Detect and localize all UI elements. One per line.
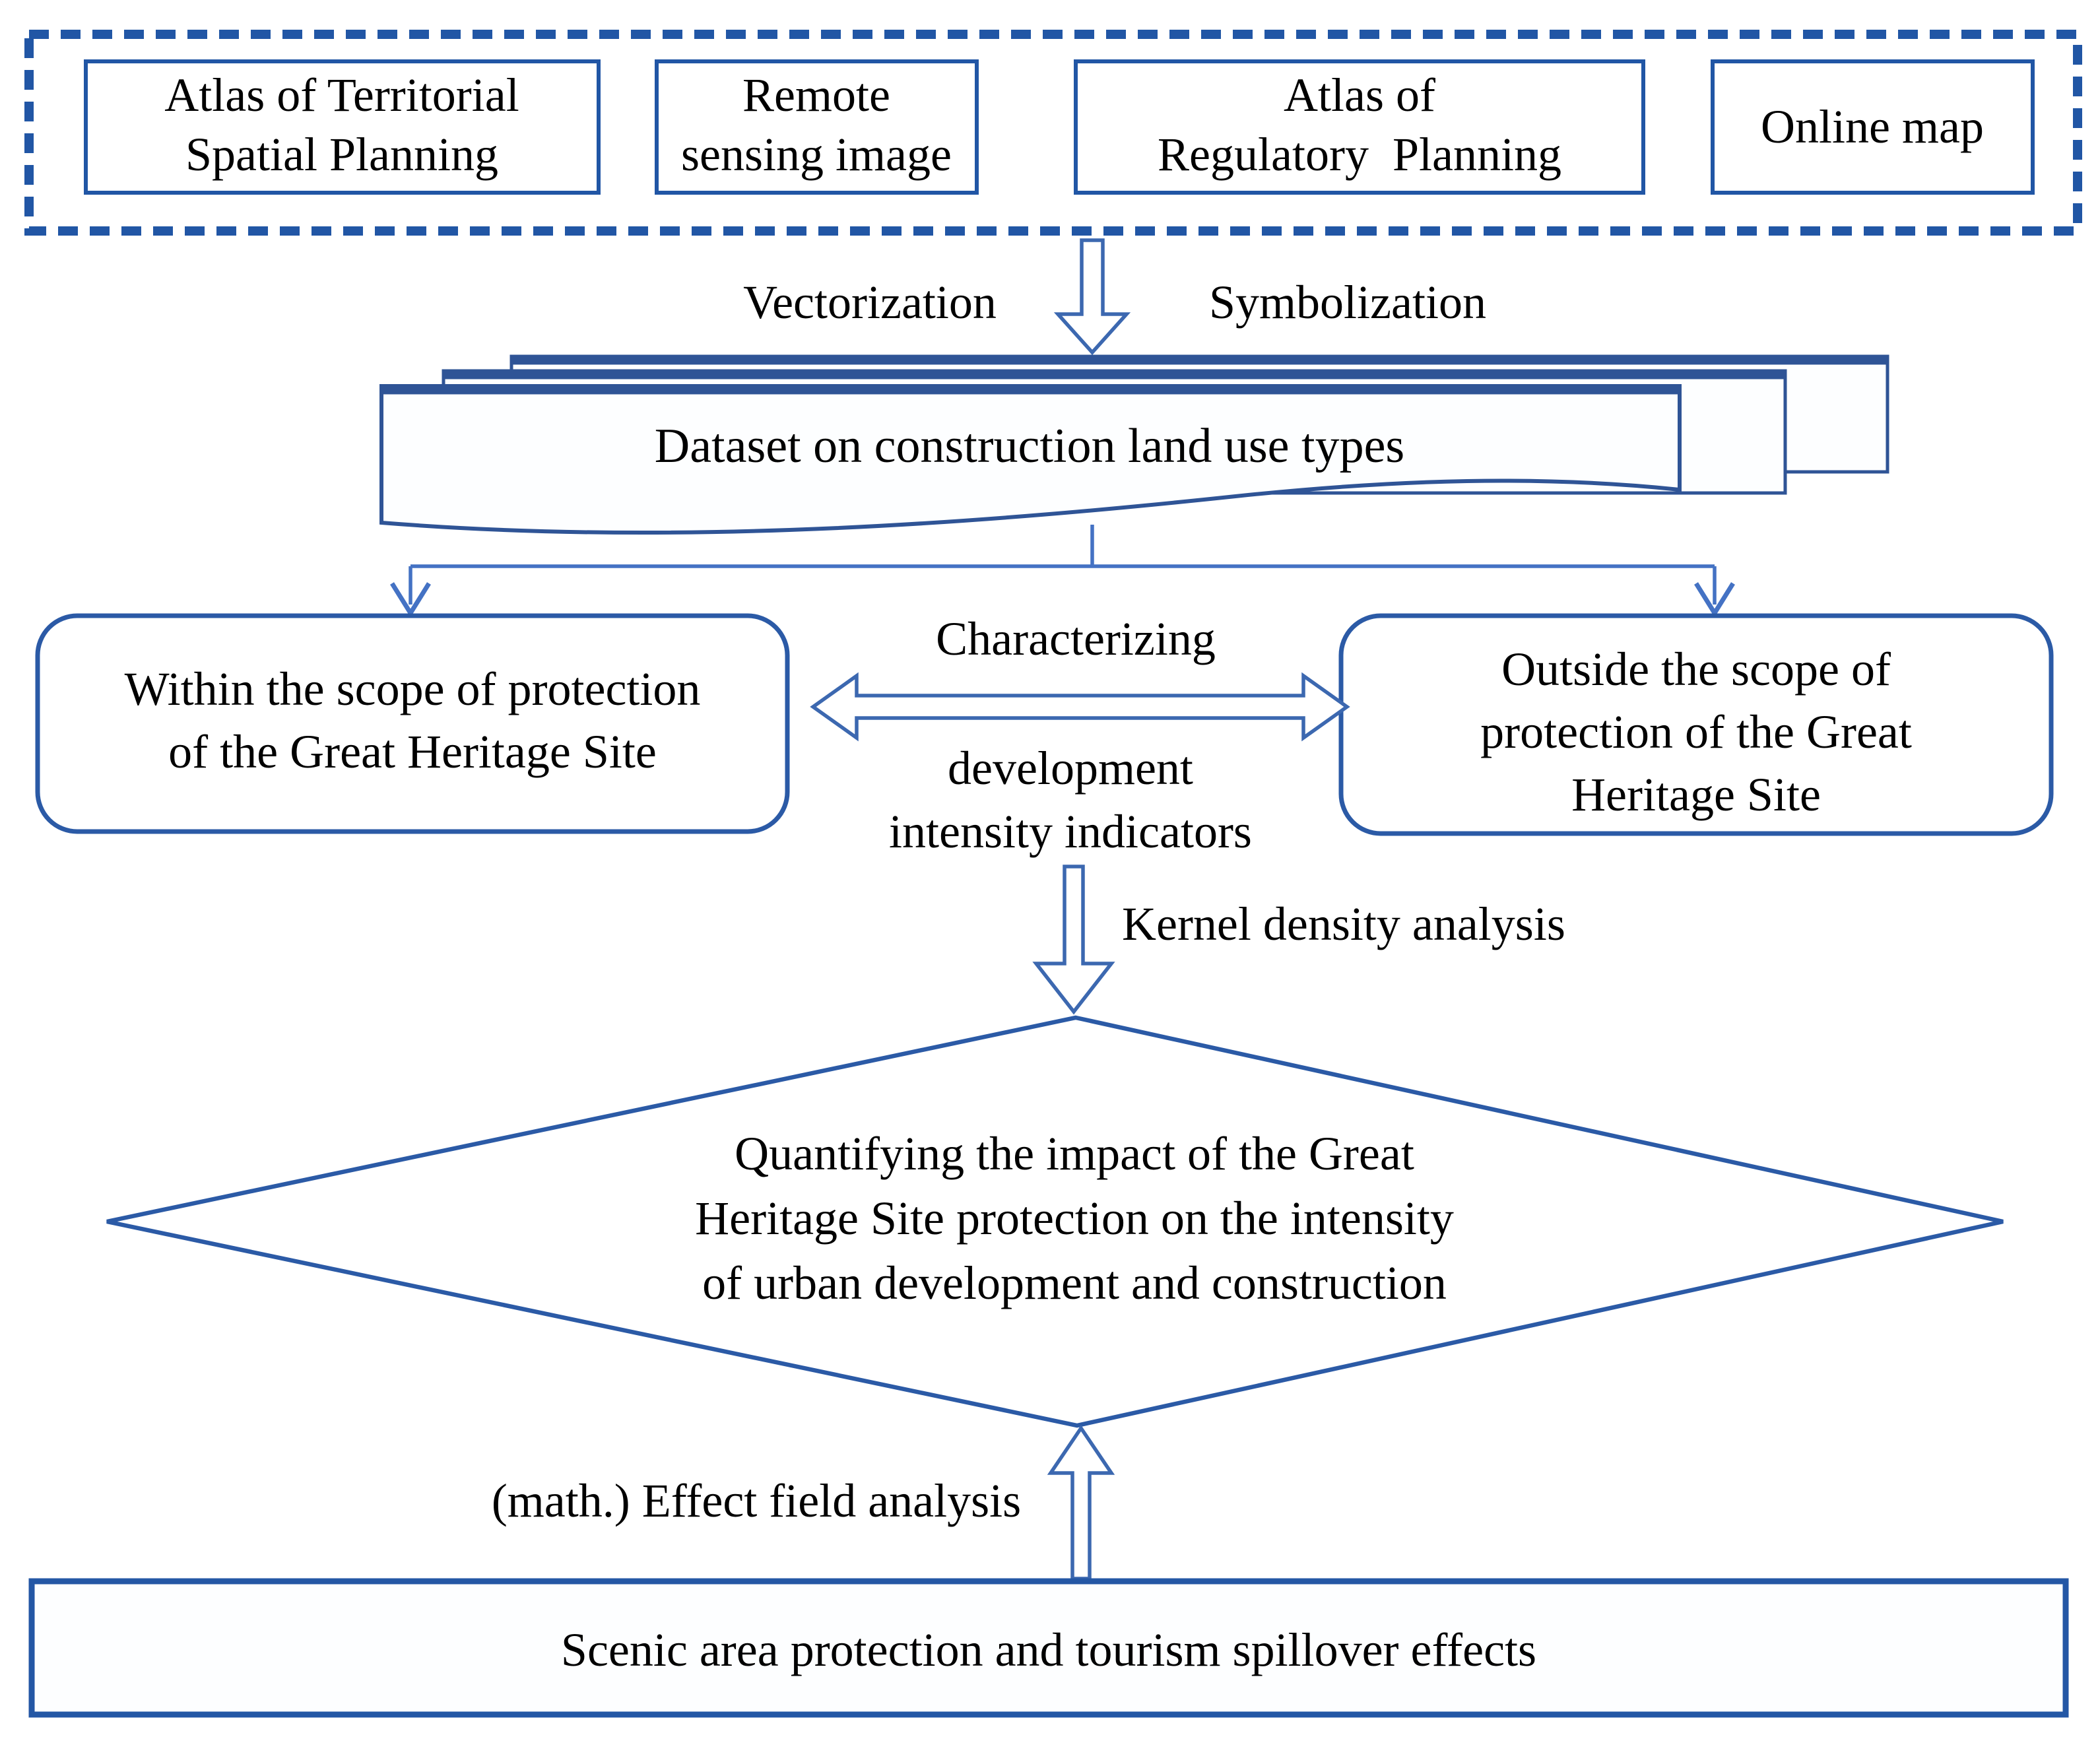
- source-box-label-line: Remote: [742, 69, 890, 121]
- decision-label-line: Heritage Site protection on the intensity: [695, 1192, 1454, 1245]
- scope-within-box: [38, 616, 787, 832]
- kernel-arrow-icon: [1036, 867, 1111, 1012]
- scope-within-label-line: of the Great Heritage Site: [168, 725, 657, 778]
- source-box-label-line: Online map: [1761, 100, 1984, 153]
- effect-field-label: (math.) Effect field analysis: [491, 1474, 1022, 1527]
- double-arrow-icon: [813, 676, 1347, 738]
- decision-label-line: of urban development and construction: [702, 1257, 1447, 1309]
- source-box-label-line: Regulatory Planning: [1158, 128, 1561, 181]
- kernel-density-label: Kernel density analysis: [1122, 898, 1565, 950]
- scope-outside-label-line: Heritage Site: [1571, 768, 1821, 821]
- vectorization-label: Vectorization: [743, 276, 997, 329]
- dataset-label: Dataset on construction land use types: [654, 419, 1405, 473]
- arrow-down-icon: [1058, 240, 1127, 352]
- source-box-atlas-regulatory: [1076, 61, 1643, 193]
- source-box-label-line: Atlas of Territorial: [164, 69, 519, 121]
- decision-diamond: [107, 1018, 2003, 1426]
- branch-connector: [410, 525, 1715, 605]
- outcome-label: Scenic area protection and tourism spillover effects: [560, 1623, 1537, 1676]
- source-box-label-line: Atlas of: [1284, 69, 1435, 121]
- decision-label-line: Quantifying the impact of the Great: [735, 1127, 1414, 1180]
- source-box-label-line: Spatial Planning: [185, 128, 498, 181]
- development-intensity-label-line: intensity indicators: [889, 805, 1252, 858]
- scope-within-label-line: Within the scope of protection: [124, 663, 701, 715]
- development-intensity-label-line: development: [948, 742, 1193, 795]
- source-box-atlas-territorial: [86, 61, 599, 193]
- effect-arrow-icon: [1051, 1428, 1111, 1579]
- source-box-online-map: [1713, 61, 2033, 193]
- scope-outside-box: [1341, 616, 2051, 834]
- outcome-box: [32, 1581, 2066, 1715]
- source-box-label-line: sensing image: [681, 128, 952, 181]
- rounded-box-frame: [38, 616, 787, 832]
- scope-outside-label-line: Outside the scope of: [1501, 643, 1891, 696]
- symbolization-label: Symbolization: [1209, 276, 1486, 329]
- characterizing-label: Characterizing: [936, 612, 1216, 665]
- dataset-multidocument: [381, 356, 1887, 533]
- source-box-remote-sensing: [657, 61, 977, 193]
- scope-outside-label-line: protection of the Great: [1480, 705, 1912, 758]
